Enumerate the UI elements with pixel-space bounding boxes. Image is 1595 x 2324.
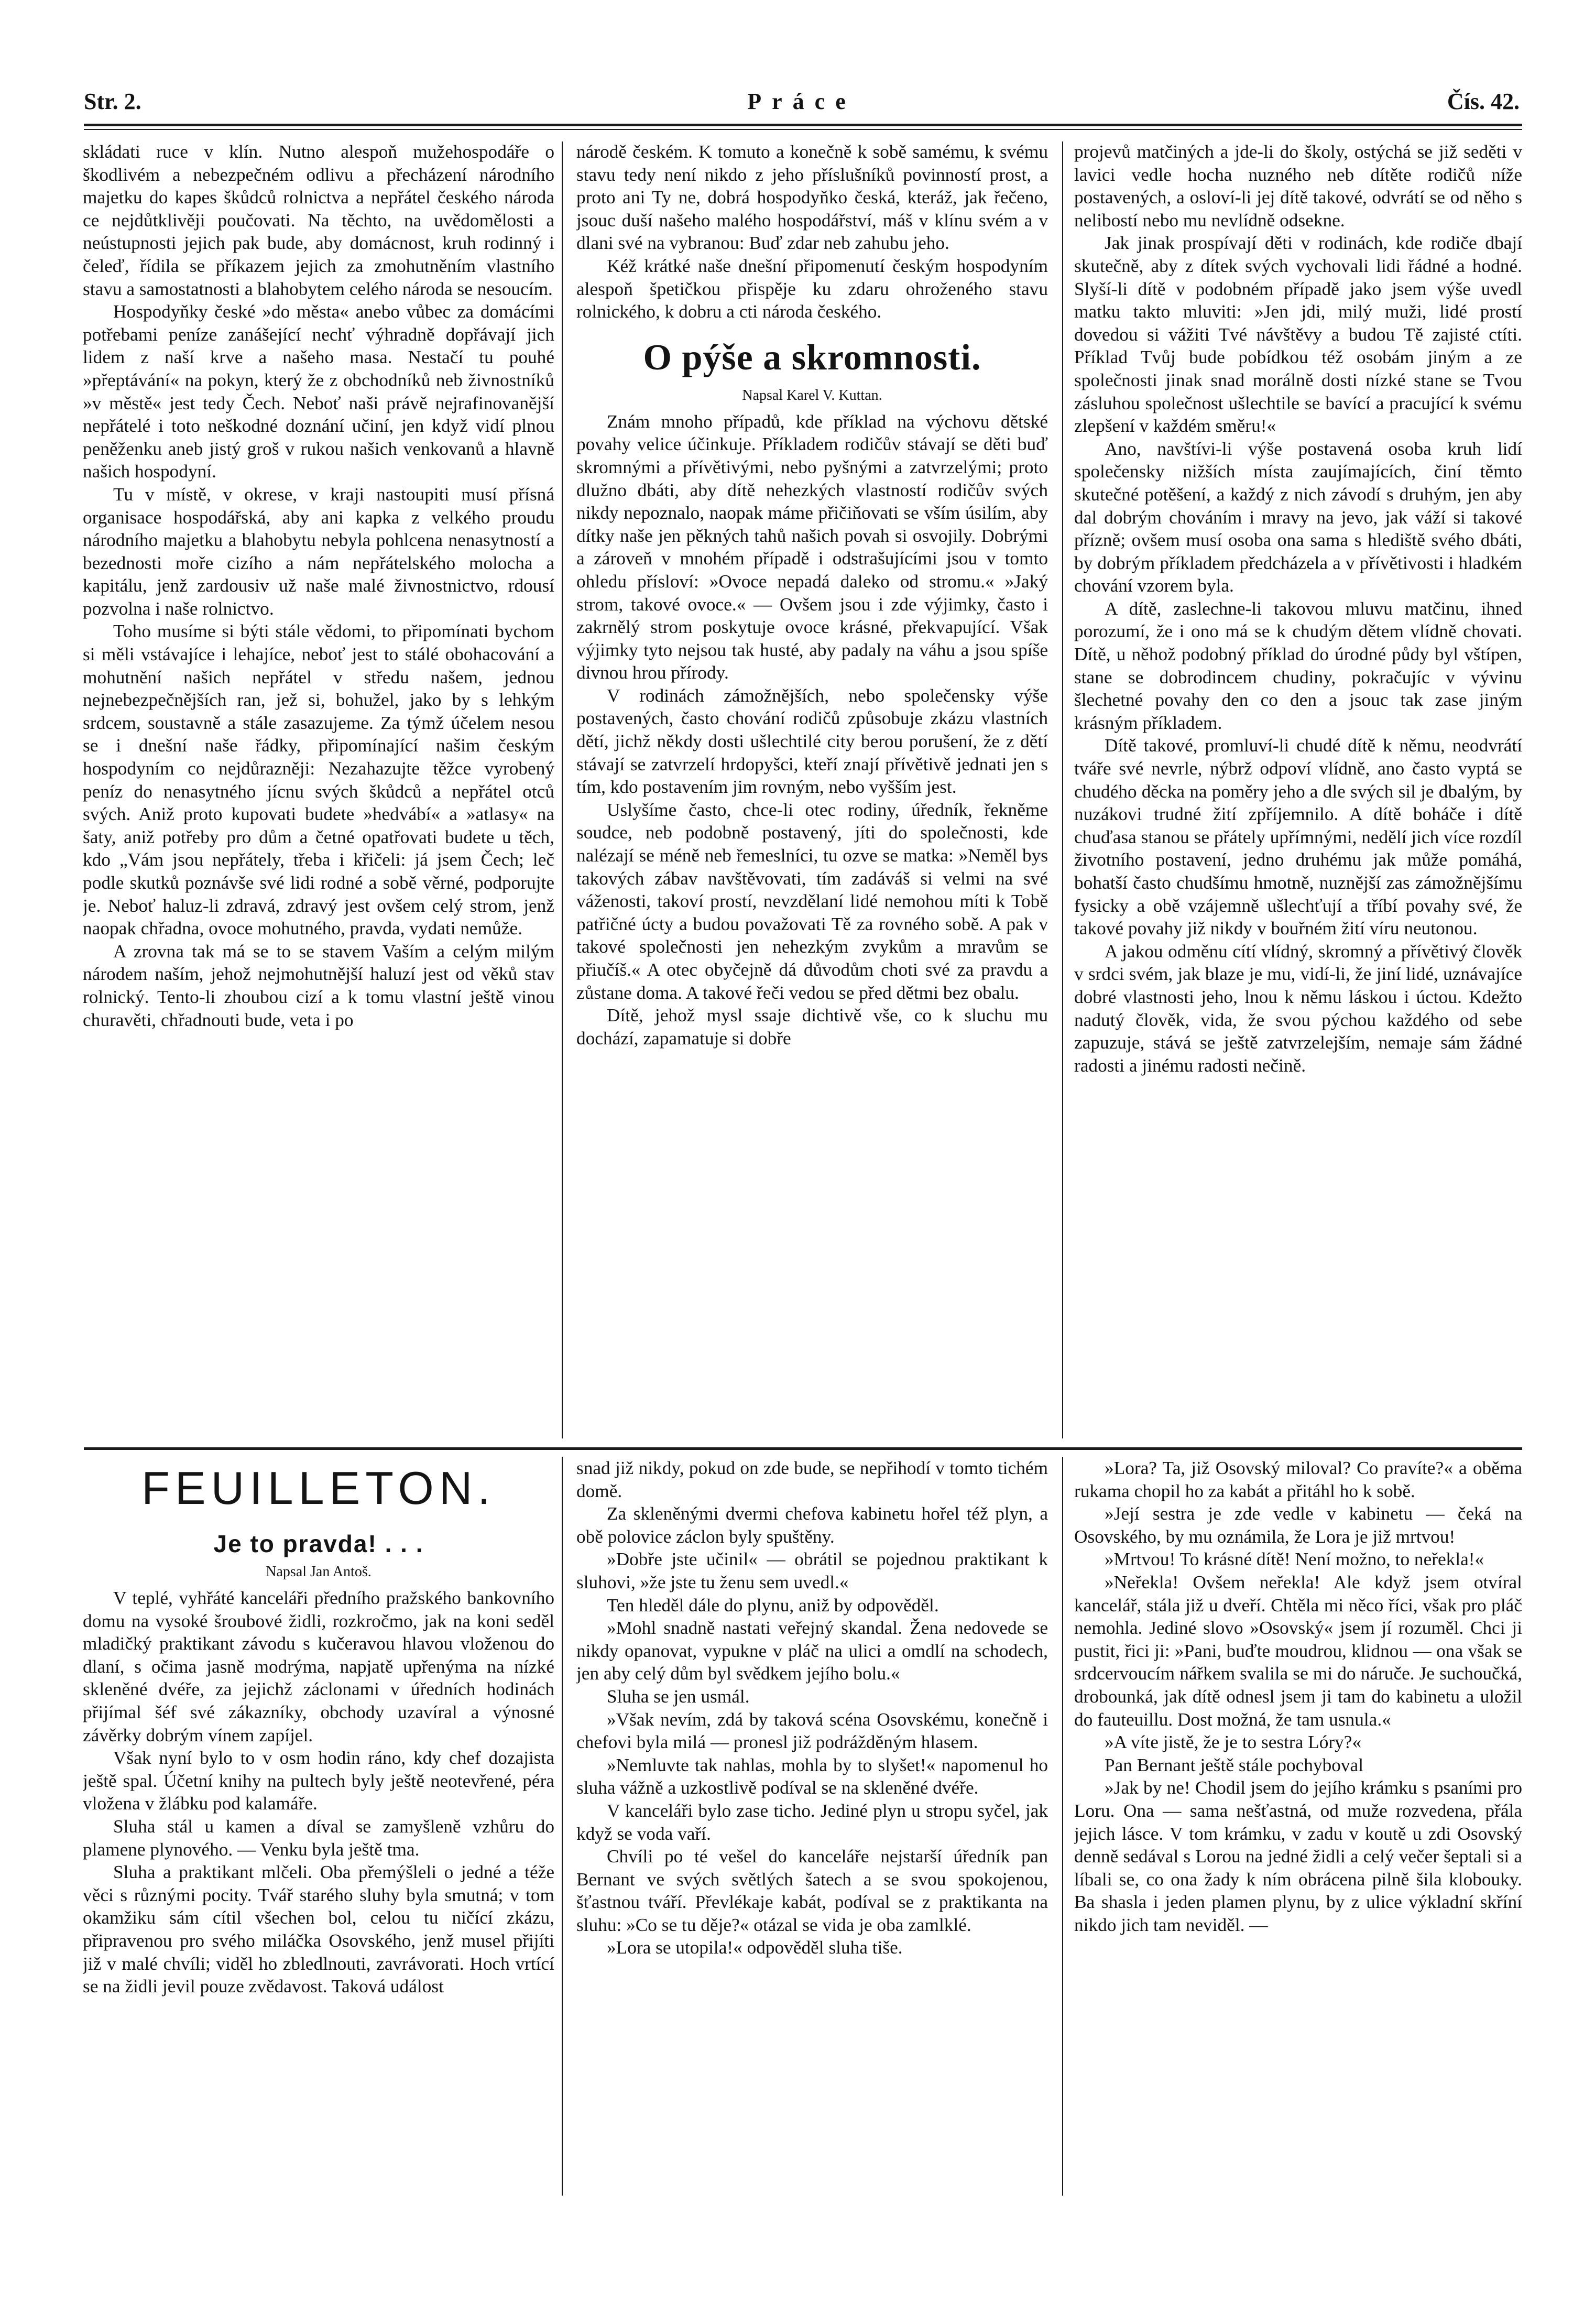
feuilleton-paragraph: Pan Bernant ještě stále pochyboval (1105, 1754, 1364, 1775)
feuilleton-paragraph: »Lora? Ta, již Osovský miloval? Co pravíte?« a oběma rukama chopil ho za kabát a přitáhl ho k sobě. (1074, 1458, 1522, 1501)
feuilleton-paragraph: Sluha a praktikant mlčeli. Oba přemýšleli o jedné a téže věci s různými pocity. Tvář starého sluhy byla smutná; v tom okamžiku sám cítil všechen bol, celou tu ničící zkázu, připravenou pro svého miláčka Osovského, jenž musel přijíti již v malé chvíli; viděl ho zbledlnouti, zavrávorati. Hoch vrtící se na židli jevil pouze zvědavost. Taková událost (83, 1862, 554, 1997)
feuilleton-paragraph: Ten hleděl dále do plynu, aniž by odpověděl. (607, 1595, 939, 1616)
feuilleton-paragraph: Sluha se jen usmál. (607, 1686, 750, 1707)
page-number: Str. 2. (84, 89, 141, 114)
article-byline: Napsal Karel V. Kuttan. (742, 387, 882, 403)
feuilleton-paragraph: snad již nikdy, pokud on zde bude, se nepřihodí v tomto tichém domě. (576, 1458, 1048, 1501)
column-3 (1074, 140, 1522, 1440)
article-paragraph: Znám mnoho případů, kde příklad na výchovu dětské povahy velice účinkuje. Příkladem rodičův stávají se děti buď skromnými a přívětivými, nebo pyšnými a zatvrzelými; proto dlužno dbáti, aby dítě nehezkých vlastností rodičův svých nikdy nepoznalo, naopak máme přičiňovati se vším úsilím, aby dítky naše jen pěkných tahů našich povah si osvojily. Dobrými a zároveň v mnohém případě i odstrašujícími jsou v tomto ohledu přísloví: »Ovoce nepadá daleko od stromu.« »Jaký strom, takové ovoce.« — Ovšem jsou i zde výjimky, často i zakrnělý strom poskytuje ovoce krásné, překvapující. Však výjimky tyto nejsou tak husté, aby padaly na váhu a jsou spíše divnou hrou přírody. (576, 411, 1048, 683)
article-paragraph: Ano, navštívi-li výše postavená osoba kruh lidí společensky nižších místa zaujímajících, činí těmto skutečné potěšení, a každý z nich závodí s druhým, jen aby dal dobrým chováním i mravy na jevo, jak váží si takové přízně; ovšem musí osoba ona sama s hlediště svého dbáti, by dobrým příkladem předcházela a v přívětivosti i hladkém chování vzorem byla. (1074, 438, 1522, 596)
page-header (84, 88, 1520, 119)
column-1-paragraph: Tu v místě, v okrese, v kraji nastoupiti musí přísná organisace hospodářská, aby ani kapka z velkého proudu národního majetku a blahobytu nebyla pohlcena nenasytností a bezednosti moře cizího a nám nepřátelského molocha a kapitálu, jenž zardousiv už naše malé živnostnictvo, rdousí pozvolna i naše rolnictvo. (83, 484, 554, 619)
article-paragraph: A jakou odměnu cítí vlídný, skromný a přívětivý člověk v srdci svém, jak blaze je mu, vidí-li, že jiní lidé, uznávajíce dobré vlastnosti jeho, lnou k němu láskou i úctou. Kdežto nadutý člověk, vida, že svou pýchou každého od sebe zapuzuje, stává se ještě zatvrzelejším, nemaje sám žádné radosti a jinému radosti nečině. (1074, 941, 1522, 1076)
feuilleton-rule (84, 1447, 1522, 1450)
article-paragraph: Dítě takové, promluví-li chudé dítě k němu, neodvrátí tváře své nevrle, nýbrž odpoví vlídně, ano často vyptá se chudého děcka na poměry jeho a dle svých sil je dbalým, by nuzákovi trudné žití zpříjemnilo. A dítě boháče i dítě chuďasa stanou se přátely upřímnými, nedělí jich více rozdíl životního postavení, jedno druhému jak může pomáhá, bohatší často chudšímu hmotně, nuznější zas zámožnějšímu fysicky a obě vzájemně ušlechťují a tříbí povahy své, že takové povahy již nikdy v bouřném žití víru neutonou. (1074, 735, 1522, 939)
feuilleton-paragraph: »Jak by ne! Chodil jsem do jejího krámku s psaními pro Loru. Ona — sama nešťastná, od muže rozvedena, přála jejich lásce. V tom krámku, v zadu v koutě u zdi Osovský denně sedával s Lorou na jedné židli a celý večer šeptali si a líbali se, co ona žady k ním obrácena pilně šila klobouky. Ba shasla i jeden plamen plynu, by z ulice výkladní skříní nikdo jich tam neviděl. — (1074, 1777, 1522, 1935)
story-title: Je to pravda! . . . (213, 1530, 424, 1557)
feuilleton-paragraph: »Její sestra je zde vedle v kabinetu — čeká na Osovského, by mu oznámila, že Lora je již mrtvou! (1074, 1503, 1522, 1547)
feuilleton-paragraph: »Dobře jste učinil« — obrátil se pojednou praktikant k sluhovi, »že jste tu ženu sem uvedl.« (576, 1549, 1048, 1592)
column-divider-2 (1062, 141, 1063, 1438)
column-1-paragraph: skládati ruce v klín. Nutno alespoň mužehospodáře o škodlivém a nebezpečném odlivu a přecházení národního majetku do kapes škůdců rolnictva a nepřátel českého národa ce nejdůtklivěji poučovati. Na těchto, na uvědomělosti a neústupnosti jejich pak bude, aby domácnost, kruh rodinný i čeleď, řídila se příkazem jejich za zmohutněním vlastního stavu a samostatnosti a blahobytem celého národa se nesoucím. (83, 141, 554, 299)
article-paragraph: V rodinách zámožnějších, nebo společensky výše postavených, často chování rodičů způsobuje zkázu vlastních dětí, jichž někdy dosti ušlechtilé city berou porušení, že z dětí stávají se zatvrzelí hrdopyšci, kteří znají přívětivě jednati jen s tím, kdo postavením jim rovným, nebo vyšším jest. (576, 685, 1048, 798)
header-rule (84, 124, 1522, 126)
column-divider-1 (562, 141, 563, 1438)
feuilleton-divider-1 (562, 1457, 563, 2196)
feuilleton-paragraph: »Však nevím, zdá by taková scéna Osovskému, konečně i chefovi byla milá — pronesl již podrážděným hlasem. (576, 1709, 1048, 1753)
article-paragraph: Jak jinak prospívají děti v rodinách, kde rodiče dbají skutečně, aby z dítek svých vychovali lidi řádné a hodné. Slyší-li dítě v podobném případě jako jsem výše uvedl matku takto mluviti: »Jen jdi, milý muži, lidé prostí dovedou si vážiti Tvé návštěvy a budou Tě zajisté ctíti. Příklad Tvůj bude pobídkou též osobám jiným a ze společnosti jinak snad morálně dosti nízké stane se Tvou zásluhou společnost ušlechtile se bavící a pracující k svému zlepšení v každém směru!« (1074, 233, 1522, 437)
article-paragraph: Uslyšíme často, chce-li otec rodiny, úředník, řekněme soudce, neb podobně postavený, jíti do společnosti, kde nalézají se méně neb řemeslníci, tu ozve se matka: »Neměl bys takových zábav navštěvovati, tím zadáváš si velmi na své váženosti, takoví prostí, nevzdělaní lidé nemohou míti k Tobě patřičné úcty a budou považovati Tě za rovného sobě. A pak v takové společnosti jen nehezkým zvykům a mravům se přiučíš.« A otec obyčejně dá důvodům choti své za pravdu a zůstane doma. A takové řeči vedou se před dětmi bez obalu. (576, 799, 1048, 1003)
feuilleton-paragraph: Však nyní bylo to v osm hodin ráno, kdy chef dozajista ještě spal. Účetní knihy na pultech byly ještě neotevřené, péra vložena v žlábku pod kalamáře. (83, 1748, 554, 1814)
feuilleton-paragraph: »Lora se utopila!« odpověděl sluha tiše. (607, 1937, 903, 1958)
column-2-paragraph: Kéž krátké naše dnešní připomenutí českým hospodyním alespoň špetičkou přispěje ku zdaru ohroženého stavu rolnického, k dobru a cti národa českého. (576, 255, 1048, 322)
feuilleton-paragraph: Chvíli po té vešel do kanceláře nejstarší úředník pan Bernant ve svých světlých šatech a se svou spokojenou, šťastnou tváří. Převlékaje kabát, podíval se z praktikanta na sluhu: »Co se tu děje?« otázal se vida je oba zamlklé. (576, 1846, 1048, 1935)
feuilleton-column-2 (576, 1457, 1048, 2198)
feuilleton-paragraph: »Neřekla! Ovšem neřekla! Ale když jsem otvíral kancelář, stála již u dveří. Chtěla mi něco říci, však pro pláč nemohla. Jediné slovo »Osovský« jsem jí rozuměl. Chci ji pustit, řici ji: »Pani, buďte moudrou, klidnou — ona však se srdcervoucím nářkem svalila se mi do náruče. Je suchoučká, drobounká, jak dítě odnesl jsem ji tam do kabinetu a uložil do fauteuillu. Dost možná, že tam usnula.« (1074, 1572, 1522, 1730)
header-rule-thin (84, 129, 1522, 130)
article-paragraph: projevů matčiných a jde-li do školy, ostýchá se již seděti v lavici vedle hocha nuzného neb dítěte rodičů níže postavených, a osloví-li jej dítě takové, odvrátí se od něho s nelibostí nebo mu nevlídně odsekne. (1074, 141, 1522, 231)
feuilleton-paragraph: Za skleněnými dvermi chefova kabinetu hořel též plyn, a obě polovice záclon byly spuštěny. (576, 1503, 1048, 1547)
feuilleton-paragraph: »Nemluvte tak nahlas, mohla by to slyšet!« napomenul ho sluha vážně a uzkostlivě podíval se na skleněné dvéře. (576, 1754, 1048, 1798)
column-2-paragraph: národě českém. K tomuto a konečně k sobě samému, k svému stavu tedy není nikdo z jeho příslušníků povinností prost, a proto ani Ty ne, dobrá hospodyňko česká, kteráž, jak řečeno, jsouc duší našeho malého hospodářství, máš v klínu svém a v dlani své na vybranou: Buď zdar neb zahubu jeho. (576, 141, 1048, 254)
article-paragraph: A dítě, zaslechne-li takovou mluvu matčinu, ihned porozumí, že i ono má se k chudým dětem vlídně chovati. Dítě, u něhož podobný příklad do úrodné půdy byl vštípen, stane se dobrodincem chudiny, pokračujíc v vývinu šlechetné povahy den co den a jsouc tak zase jiným krásným příkladem. (1074, 598, 1522, 733)
feuilleton-column-3 (1074, 1457, 1522, 2198)
feuilleton-paragraph: V teplé, vyhřáté kanceláři předního pražského bankovního domu na vysoké šroubové židli, rozkročmo, jak na koni seděl mladičký praktikant závodu s kučeravou hlavou vloženou do dlaní, s očima jasně modrýma, napjatě upřenýma na nízké skleněné dvéře, za jejichž záclonami v úředních hodinách přijímal šéf své zákazníky, obchody uzavíral a výnosné závěrky dobrým vínem zapíjel. (83, 1588, 554, 1745)
story-byline: Napsal Jan Antoš. (266, 1564, 372, 1580)
feuilleton-paragraph: »Mohl snadně nastati veřejný skandal. Žena nedovede se nikdy opanovat, vypukne v pláč na ulici a omdlí na schodech, jen aby celý dům byl svědkem jejího bolu.« (576, 1618, 1048, 1684)
column-1-paragraph: Toho musíme si býti stále vědomi, to připomínati bychom si měli vstávajíce i lehajíce, neboť jest to stálé obohacování a mohutnění našich nepřátel v středu našem, jednou nejnebezpečnějších ran, jež si, bohužel, jako by s lehkým srdcem, soustavně a stále zasazujeme. Za týmž účelem nesou se i dnešní naše řádky, připomínající našim českým hospodyním co nejdůrazněji: Nezahazujte těžce vyrobený peníz do nenasytného jícnu svých škůdců a nepřátel otců svých. Aniž proto kupovati budete »hedvábí« a »atlasy« na šaty, aniž potřeby pro dům a četné opatřovati budete u těch, kdo „Vám jsou nepřátely, třeba i křičeli: já jsem Čech; leč podle skutků poznávše své lidi rodné a sobě věrné, podporujte je. Neboť haluz-li zdravá, zdravý jest ovšem celý strom, jenž naopak chřadna, ovoce mohutného, pravda, vydati nemůže. (83, 621, 554, 939)
column-2 (576, 140, 1048, 1440)
feuilleton-paragraph: Sluha stál u kamen a díval se zamyšleně vzhůru do plamene plynového. — Venku byla ještě tma. (83, 1816, 554, 1860)
column-1-paragraph: Hospodyňky české »do města« anebo vůbec za domácími potřebami peníze zanášející nechť výhradně dopřávají jich lidem z naší krve a našeho masa. Nestačí tu pouhé »přeptávání« na pokyn, který že z obchodníků neb živnostníků »v městě« jest tedy Čech. Neboť naši právě nejrafinovanější nepřátelé i toto neškodné doznání učiní, jen když vidí plnou peněženku aneb jistý groš v rukou našich venkovanů a hlavně našich hospodyní. (83, 301, 554, 482)
feuilleton-paragraph: »Mrtvou! To krásné dítě! Není možno, to neřekla!« (1105, 1549, 1484, 1570)
feuilleton-heading: FEUILLETON. (141, 1462, 496, 1514)
column-1 (83, 140, 554, 1440)
column-1-paragraph: A zrovna tak má se to se stavem Vaším a celým milým národem naším, jehož nejmohutnější haluzí jest od věků stav rolnický. Tento-li zhoubou cizí a k tomu vlastní ještě vinou churavěti, chřadnouti bude, veta i po (83, 941, 554, 1030)
feuilleton-paragraph: V kanceláři bylo zase ticho. Jediné plyn u stropu syčel, jak když se voda vaří. (576, 1800, 1048, 1844)
feuilleton-paragraph: »A víte jistě, že je to sestra Lóry?« (1105, 1732, 1362, 1753)
journal-title: Práce (747, 89, 856, 114)
article-title: O pýše a skromnosti. (643, 337, 981, 378)
issue-number: Čís. 42. (1447, 89, 1520, 114)
feuilleton-column-1 (83, 1457, 554, 2198)
article-paragraph: Dítě, jehož mysl ssaje dichtivě vše, co k sluchu mu dochází, zapamatuje si dobře (576, 1005, 1048, 1049)
feuilleton-divider-2 (1062, 1457, 1063, 2196)
